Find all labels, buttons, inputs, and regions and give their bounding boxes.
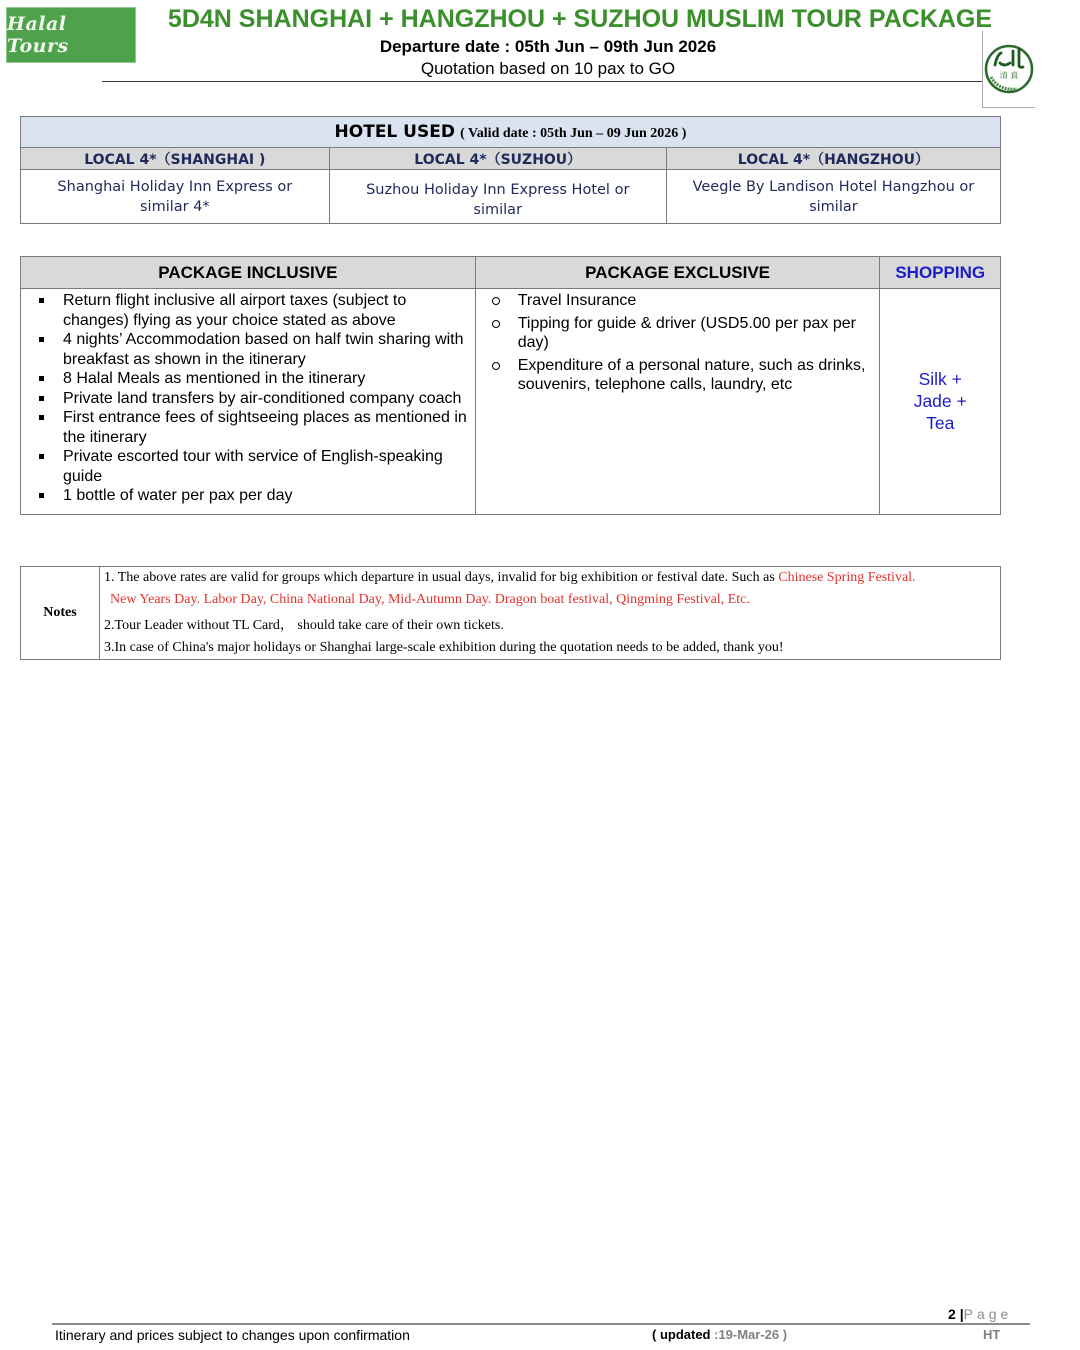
updated-label: ( updated (652, 1327, 715, 1342)
note-1 (104, 567, 996, 611)
note-1-festival-a: Chinese Spring Festival. (778, 570, 916, 585)
shopping-header: SHOPPING (880, 257, 1001, 289)
shopping-items: Silk + Jade + Tea (913, 369, 967, 434)
inclusive-list (21, 289, 475, 514)
exclusive-header: PACKAGE EXCLUSIVE (475, 257, 880, 289)
notes-table (20, 566, 1001, 660)
notes-body (100, 567, 1001, 660)
hotel-suzhou: Suzhou Holiday Inn Express Hotel or similar (329, 170, 666, 224)
exclusive-item: Travel Insurance (476, 291, 874, 311)
inclusive-item: 8 Halal Meals as mentioned in the itinerary (21, 369, 469, 389)
exclusive-item: Tipping for guide & driver (USD5.00 per pax per day) (476, 314, 874, 353)
updated-date: :19-Mar-26 ) (714, 1327, 788, 1342)
notes-label: Notes (21, 567, 100, 660)
hotel-col-shanghai: LOCAL 4*（SHANGHAI ) (21, 148, 330, 170)
hotel-col-suzhou: LOCAL 4*（SUZHOU） (329, 148, 666, 170)
inclusive-item: First entrance fees of sightseeing places as mentioned in the itinerary (21, 408, 469, 447)
exclusive-list (476, 289, 880, 406)
hotel-table-title (21, 117, 1001, 148)
hotel-col-hangzhou: LOCAL 4*（HANGZHOU） (666, 148, 1000, 170)
inclusive-item: 1 bottle of water per pax per day (21, 486, 469, 506)
halal-seal-icon (982, 31, 1035, 108)
departure-date: Departure date : 05th Jun – 09th Jun 2026 (379, 37, 717, 56)
svg-text:清 真: 清 真 (999, 71, 1019, 80)
page-number-value: 2 (948, 1306, 956, 1322)
footer-divider (52, 1323, 1030, 1325)
hotel-valid-date: ( Valid date : 05th Jun – 09 Jun 2026 ) (460, 126, 687, 141)
footer-updated (652, 1327, 787, 1342)
note-1-festival-b: New Years Day. Labor Day, China National Day, Mid-Autumn Day. Dragon boat festival, Qingming Festival, Etc. (110, 592, 750, 607)
inclusive-item: Private escorted tour with service of English-speaking guide (21, 447, 469, 486)
page-separator: | (959, 1306, 964, 1322)
inclusive-item: Return flight inclusive all airport taxes (subject to changes) flying as your choice stated as above (21, 291, 469, 330)
shopping-cell (880, 289, 1001, 515)
footer-initials: HT (983, 1327, 1001, 1342)
inclusive-header: PACKAGE INCLUSIVE (21, 257, 476, 289)
note-3: 3.In case of China's major holidays or Shanghai large-scale exhibition during the quotation needs to be added, thank you! (104, 640, 784, 655)
footer-disclaimer: Itinerary and prices subject to changes upon confirmation (55, 1327, 410, 1343)
inclusive-cell (21, 289, 476, 515)
hotel-shanghai: Shanghai Holiday Inn Express or similar 4* (21, 170, 330, 224)
hotel-table (20, 116, 1001, 224)
hotel-used-label: HOTEL USED (334, 122, 455, 142)
hotel-hangzhou: Veegle By Landison Hotel Hangzhou or similar (666, 170, 1000, 224)
quotation-basis: Quotation based on 10 pax to GO (420, 59, 676, 78)
exclusive-cell (475, 289, 880, 515)
header-divider (102, 81, 982, 82)
page-title: 5D4N SHANGHAI + HANGZHOU + SUZHOU MUSLIM TOUR PACKAGE (167, 5, 993, 33)
package-table (20, 256, 1001, 515)
page-number (948, 1306, 1012, 1322)
inclusive-item: 4 nights’ Accommodation based on half twin sharing with breakfast as shown in the itinerary (21, 330, 469, 369)
exclusive-item: Expenditure of a personal nature, such as drinks, souvenirs, telephone calls, laundry, etc (476, 356, 874, 395)
page-word: Page (963, 1306, 1013, 1322)
note-1-text: 1. The above rates are valid for groups which departure in usual days, invalid for big exhibition or festival date. Such as (104, 570, 779, 585)
note-2: 2.Tour Leader without TL Card， should take care of their own tickets. (104, 618, 504, 633)
logo-text: Halal Tours (7, 13, 69, 57)
inclusive-item: Private land transfers by air-conditioned company coach (21, 389, 469, 409)
